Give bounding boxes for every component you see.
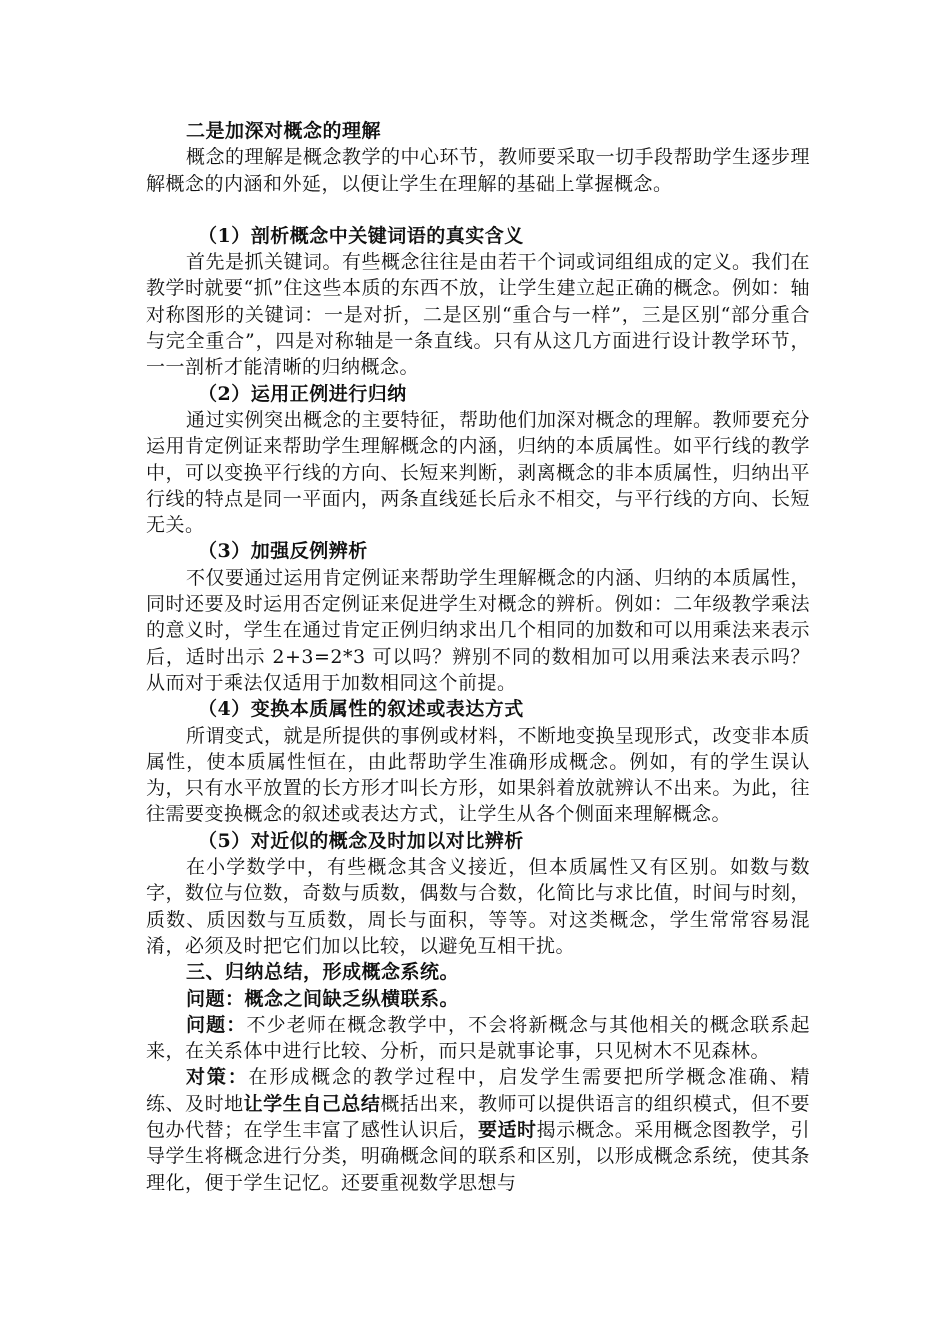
strategy-emphasis-2: 要适时 bbox=[478, 1118, 537, 1141]
subheading-2: （2）运用正例进行归纳 bbox=[198, 382, 407, 405]
intro-paragraph: 概念的理解是概念教学的中心环节，教师要采取一切手段帮助学生逐步理解概念的内涵和外延，以便让学生在理解的基础上掌握概念。 bbox=[146, 146, 811, 195]
paragraph-1: 首先是抓关键词。有些概念往往是由若干个词或词组组成的定义。我们在教学时就要“抓”住这些本质的东西不放，让学生建立起正确的概念。例如：轴对称图形的关键词：一是对折，二是区别“重合与一样”，三是区别“部分重合与完全重合”，四是对称轴是一条直线。只有从这几方面进行设计教学环节，一一剖析才能清晰的归纳概念。 bbox=[146, 251, 811, 379]
strategy-paragraph bbox=[146, 1064, 810, 1195]
paragraph-2: 通过实例突出概念的主要特征，帮助他们加深对概念的理解。教师要充分运用肯定例证来帮助学生理解概念的内涵，归纳的本质属性。如平行线的教学中，可以变换平行线的方向、长短来判断，剥离概念的非本质属性，归纳出平行线的特点是同一平面内，两条直线延长后永不相交，与平行线的方向、长短无关。 bbox=[146, 408, 811, 537]
problem-heading: 问题：概念之间缺乏纵横联系。 bbox=[186, 987, 460, 1010]
strategy-emphasis-1: 让学生自己总结 bbox=[243, 1092, 381, 1115]
section-heading-deepen: 二是加深对概念的理解 bbox=[186, 120, 382, 142]
strategy-label: 对策： bbox=[186, 1066, 249, 1089]
subheading-1: （1）剖析概念中关键词语的真实含义 bbox=[198, 224, 524, 247]
strategy-text-c: 揭示概念。采用概念图教学，引导学生将概念进行分类，明确概念间的联系和区别，以形成概念系统，使其条理化，便于学生记忆。还要重视数学思想与 bbox=[146, 1118, 810, 1194]
section-heading-summary: 三、归纳总结，形成概念系统。 bbox=[186, 961, 460, 984]
subheading-3: （3）加强反例辨析 bbox=[198, 540, 368, 563]
paragraph-5: 在小学数学中，有些概念其含义接近，但本质属性又有区别。如数与数字，数位与位数，奇数与质数，偶数与合数，化简比与求比值，时间与时刻，质数、质因数与互质数，周长与面积，等等。对这类概念，学生常常容易混淆，必须及时把它们加以比较，以避免互相干扰。 bbox=[146, 856, 810, 957]
problem-label: 问题： bbox=[186, 1013, 247, 1036]
strategy-text-a: 在形成概念的教学过程中，启发学生需要把所学概念准确、精练、及时地 bbox=[146, 1066, 810, 1115]
subheading-4: （4）变换本质属性的叙述或表达方式 bbox=[198, 698, 524, 721]
problem-paragraph bbox=[146, 1012, 810, 1065]
subheading-5: （5）对近似的概念及时加以对比辨析 bbox=[198, 829, 524, 852]
paragraph-4: 所谓变式，就是所提供的事例或材料，不断地变换呈现形式，改变非本质属性，使本质属性恒在，由此帮助学生准确形成概念。例如，有的学生误认为，只有水平放置的长方形才叫长方形，如果斜着放就辨认不出来。为此，往往需要变换概念的叙述或表达方式，让学生从各个侧面来理解概念。 bbox=[146, 724, 811, 826]
paragraph-3: 不仅要通过运用肯定例证来帮助学生理解概念的内涵、归纳的本质属性，同时还要及时运用否定例证来促进学生对概念的辨析。例如：二年级教学乘法的意义时，学生在通过肯定正例归纳求出几个相同的加数和可以用乘法来表示后，适时出示 2+3=2*3 可以吗？辨别不同的数相加可以用乘法来表示吗？从而对于乘法仅适用于加数相同这个前提。 bbox=[146, 566, 811, 694]
document-page bbox=[146, 118, 810, 1196]
problem-text: 不少老师在概念教学中，不会将新概念与其他相关的概念联系起来，在关系体中进行比较、分析，而只是就事论事，只见树木不见森林。 bbox=[146, 1013, 810, 1063]
strategy-text-b: 概括出来，教师可以提供语言的组织模式，但不要包办代替；在学生丰富了感性认识后， bbox=[146, 1092, 810, 1141]
